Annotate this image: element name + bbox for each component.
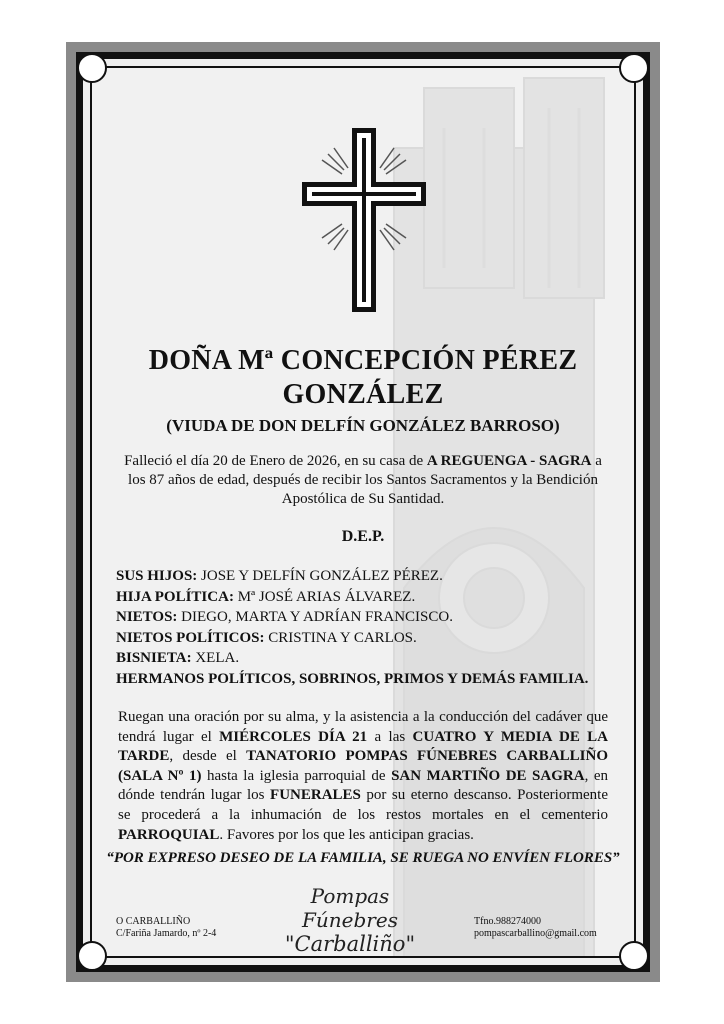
family-item: NIETOS: DIEGO, MARTA Y ADRÍAN FRANCISCO. [116, 609, 453, 625]
no-flowers-request: “POR EXPRESO DESEO DE LA FAMILIA, SE RUEGA NO ENVÍEN FLORES” [106, 850, 620, 866]
widow-subtitle: (VIUDA DE DON DELFÍN GONZÁLEZ BARROSO) [166, 416, 560, 435]
family-list [116, 566, 636, 689]
footer-address [116, 916, 216, 940]
rays-icon-tr [380, 148, 406, 174]
rays-icon-br [380, 224, 406, 250]
family-item: HERMANOS POLÍTICOS, SOBRINOS, PRIMOS Y DEMÁS FAMILIA. [116, 670, 589, 687]
funeral-home-logo [280, 884, 420, 956]
family-item: BISNIETA: XELA. [116, 650, 240, 666]
deceased-name-line1: DOÑA Mª CONCEPCIÓN PÉREZ [148, 345, 578, 376]
funeral-details: Ruegan una oración por su alma, y la asistencia a la conducción del cadáver que tendrá lugar el MIÉRCOLES DÍA 21 a las CUATRO Y MEDIA DE LA TARDE, desde el TANATORIO POMPAS FÚNEBRES CARBALLIÑO (SALA Nº 1) hasta la iglesia parroquial de SAN MARTIÑO DE SAGRA, en dónde tendrán lugar los FUNERALES por su eterno descanso. Posteriormente se procederá a la inhumación de los restos mortales en el cementerio PARROQUIAL. Favores por los que les anticipan gracias. [118, 709, 609, 843]
death-announcement: Falleció el día 20 de Enero de 2026, en su casa de A REGUENGA - SAGRA a los 87 años de edad, después de recibir los Santos Sacramentos y la Bendición Apostólica de Su Santidad. [124, 453, 602, 507]
dep-label: D.E.P. [341, 528, 385, 545]
place-of-death: A REGUENGA - SAGRA [426, 453, 592, 469]
obituary-content [90, 66, 636, 958]
logo-line2: "Carballiño" [284, 932, 416, 956]
footer-phone: Tfno.988274000 [474, 916, 541, 927]
family-item: NIETOS POLÍTICOS: CRISTINA Y CARLOS. [116, 629, 417, 646]
deceased-name-line2: GONZÁLEZ [282, 379, 444, 410]
cross-icon [300, 126, 428, 376]
rays-icon-tl [322, 148, 348, 174]
footer-street: C/Fariña Jamardo, nº 2-4 [116, 928, 217, 939]
family-item: HIJA POLÍTICA: Mª JOSÉ ARIAS ÁLVAREZ. [116, 588, 416, 605]
footer-email: pompascarballino@gmail.com [474, 928, 597, 939]
logo-line1: Pompas Fúnebres [302, 884, 398, 932]
footer-contact [474, 916, 597, 940]
footer-city: O CARBALLIÑO [116, 916, 191, 927]
family-item: SUS HIJOS: JOSE Y DELFÍN GONZÁLEZ PÉREZ. [116, 568, 443, 584]
rays-icon-bl [322, 224, 348, 250]
